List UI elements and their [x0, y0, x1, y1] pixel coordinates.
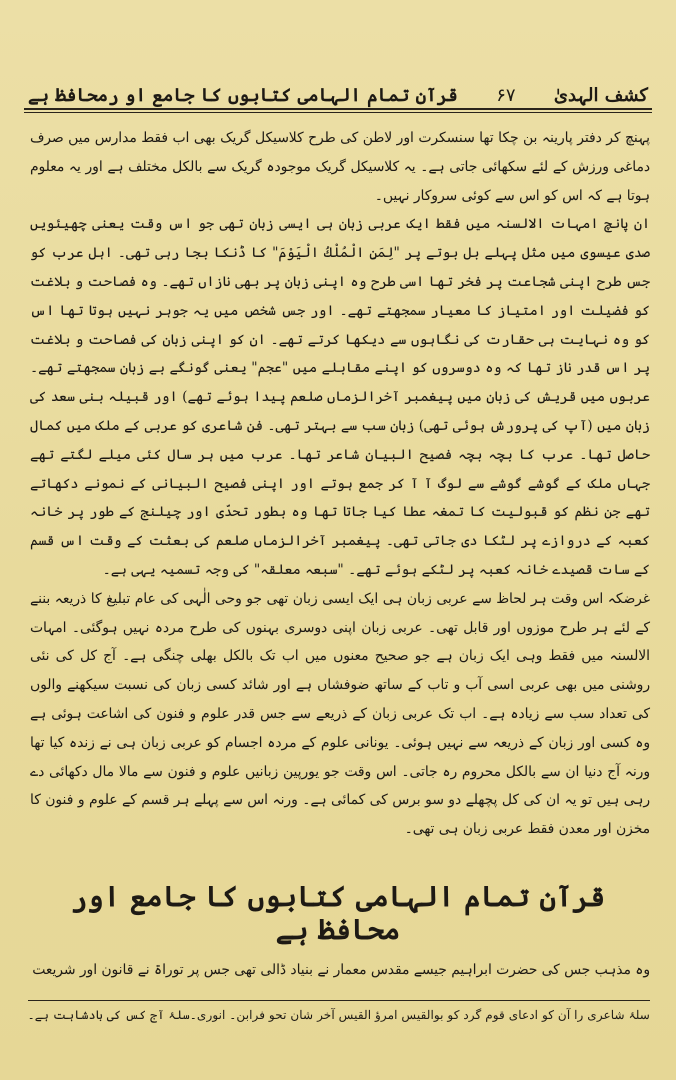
section-heading: قرآن تمام الہامی کتابوں کا جامع اور محافظ ہے — [70, 880, 606, 946]
footnote-right: سلۂ شاعری را آن کو ادعای قوم گرد کو بوالقیس امرؤ القیس آخر شان تحو فرابن۔ انوری۔ — [189, 1008, 650, 1022]
header-rule — [24, 108, 652, 110]
footnote-rule — [28, 1000, 650, 1001]
paragraph-2: ان پانچ امہات الالسنہ میں فقط ایک عربی زبان ہی ایسی زبان تھی جو اس وقت یعنی چھیئویں صدی عیسوی میں مثل پہلے بل بوتے پر "لِمَنِ الْمُلْكُ الْيَوْمَ" کا ڈنکا بجا رہی تھی۔ اہل عرب کو جس طرح اپنی شجاعت پر فخر تھا اسی طرح وہ اپنی زبان پر بھی نازاں تھے۔ وہ فصاحت و بلاغت کو فضیلت اور امتیاز کا معیار سمجھتے تھے۔ اور جس شخص میں یہ جوہر نہیں ہوتا تھا اس کو وہ نہایت ہی حقارت کی نگاہوں سے دیکھا کرتے تھے۔ ان کو اپنی زبان کی فصاحت و بلاغت پر اس قدر ناز تھا کہ وہ دوسروں کو اپنے مقابلے میں "عجم" یعنی گونگے بے زبان سمجھتے تھے۔ عربوں میں قریش کی زبان میں پیغمبر آخرالزماں صلعم پیدا ہوئے تھے) اور قبیلہ بنی سعد کی زبان میں (آپ کی پرورش ہوئی تھی) زبان سب سے بہتر تھی۔ فن شاعری کو عربی کے ملک میں کمال حاصل تھا۔ عرب کا بچہ بچہ فصیح البیان شاعر تھا۔ عرب میں ہر سال کئی میلے لگتے تھے جہاں ملک کے گوشے گوشے سے لوگ آ آ کر جمع ہوتے اور اپنی فصیح البیانی کے نمونے دکھاتے تھے جن نظم کو قبولیت کا تمغہ عطا کیا جاتا تھا وہ بطور تحدّی اور چیلنج کے طور پر خانہ کعبہ کے دروازے پر لٹکا دی جاتی تھی۔ پیغمبر آخرالزماں صلعم کی بعثت کے وقت اس قسم کے سات قصیدے خانہ کعبہ پر لٹکے ہوئے تھے۔ "سبعہ معلقہ" کی وجہ تسمیہ یہی ہے۔ — [30, 216, 650, 578]
book-title: کشف الہدیٰ — [553, 85, 648, 106]
header-rule-thin — [24, 112, 652, 113]
paragraph-1: پہنچ کر دفتر پارینہ بن چکا تھا سنسکرت اور لاطن کی طرح کلاسیکل گریک بھی اب فقط مدارس میں صرف دماغی ورزش کے لئے سکھائی جاتی ہے۔ یہ کلاسیکل گریک موجودہ گریک سے بالکل مختلف ہے اور یہ معلوم ہوتا ہے کہ اس کو اس سے کوئی سروکار نہیں۔ — [30, 130, 650, 204]
chapter-title: قرآن تمام الہامی کتابوں کا جامع او رمحافظ ہے — [28, 85, 458, 106]
page-header — [28, 72, 648, 106]
paragraph-3: غرضکہ اس وقت ہر لحاظ سے عربی زبان ہی ایک ایسی زبان تھی جو وحی الٰہی کی عام تبلیغ کا ذریعہ بننے کے لئے ہر طرح موزوں اور قابل تھی۔ عربی زبان اپنی دوسری بہنوں کی طرح مردہ نہیں ہوگئی۔ امہات الالسنہ میں فقط وہی ایک زبان ہے جو صحیح معنوں میں اب تک بالکل بھلی چنگی ہے۔ آج کل کی نئی روشنی میں بھی عربی اسی آب و تاب کے ساتھ ضوفشاں ہے اور شائد کسی زبان کی نسبت سیکھنے والوں کی تعداد سب سے زیادہ ہے۔ اب تک عربی زبان کے ذریعے سے جس قدر علوم و فنون کی اشاعت ہوئی ہے وہ کسی اور زبان کے ذریعہ سے نہیں ہوئی۔ یونانی علوم کے مردہ اجسام کو عربی زبان ہی نے زندہ کیا تھا ورنہ آج دنیا ان سے بالکل محروم رہ جاتی۔ اس وقت جو یورپین زبانیں علوم و فنون سے مالا مال دکھائی دے رہی ہیں تو یہ ان کی کل پچھلے دو سو برس کی کمائی ہے۔ ورنہ اس سے پہلے ہر قسم کے علوم و فنون کا مخزن اور معدن فقط عربی زبان ہی تھی۔ — [30, 590, 650, 838]
footnote-left: سلۂ آج کس کی بادشاہت ہے۔ — [27, 1008, 190, 1022]
page-number: ۶۷ — [496, 85, 516, 106]
continuation-line: وہ مذہب جس کی حضرت ابراہیم جیسے مقدس معمار نے بنیاد ڈالی تھی جس پر توراۃ نے قانون اور شریعت — [32, 962, 650, 978]
page-body — [30, 124, 650, 844]
footnotes — [28, 1008, 650, 1022]
